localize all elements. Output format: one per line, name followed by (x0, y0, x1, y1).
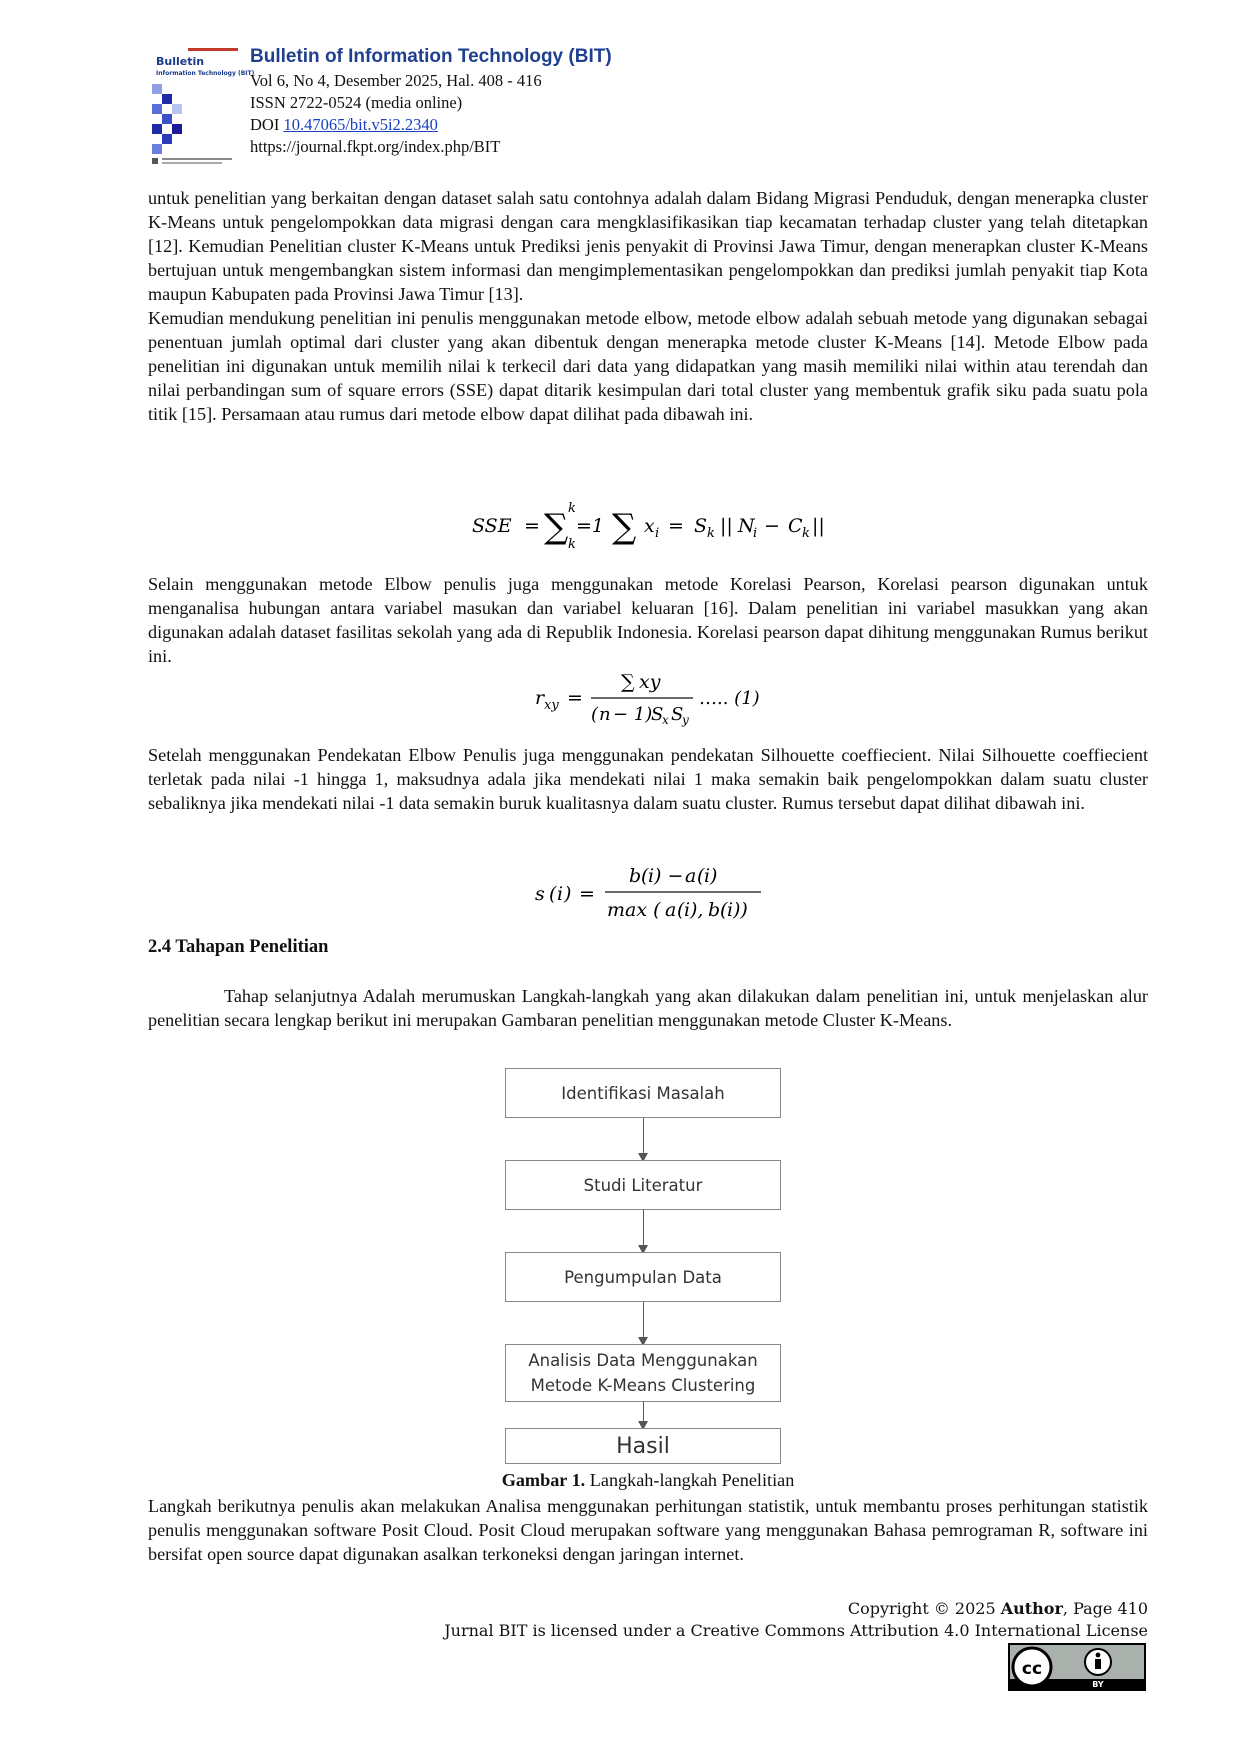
svg-text:a: a (665, 899, 677, 921)
journal-logo (148, 44, 255, 170)
pearson-equation (535, 664, 775, 726)
svg-text:): ) (564, 883, 572, 905)
paragraph: Selain menggunakan metode Elbow penulis juga menggunakan metode Korelasi Pearson, Korelasi pearson digunakan untuk menganalisa hubungan antara variabel masukan dan variabel keluaran [16]. Dalam penelitian ini variabel masukkan yang akan digunakan adalah dataset fasilitas sekolah yang ada di Republik Indonesia. Korelasi pearson dapat dihitung menggunakan Rumus berikut ini. (148, 574, 1148, 666)
body-text-block-4 (148, 984, 1148, 1032)
svg-text:xy: xy (639, 671, 661, 693)
svg-text:s: s (535, 883, 545, 905)
svg-text:)): )) (733, 899, 748, 921)
svg-text:y: y (682, 713, 689, 727)
svg-text:k: k (568, 501, 576, 516)
body-text-block-2 (148, 572, 1148, 668)
volume-line: Vol 6, No 4, Desember 2025, Hal. 408 - 416 (250, 71, 542, 90)
svg-text:xy: xy (544, 698, 559, 713)
flow-step-3: Pengumpulan Data (505, 1252, 781, 1302)
cc-icon: cc (1021, 1659, 1043, 1679)
caption-text: Langkah-langkah Penelitian (585, 1470, 795, 1490)
copyright-prefix: Copyright © 2025 (847, 1599, 1001, 1618)
svg-text:k: k (707, 526, 715, 541)
svg-text:∑: ∑ (612, 507, 637, 547)
svg-text:k: k (802, 526, 810, 541)
by-label: BY (1092, 1680, 1104, 1689)
svg-text:=: = (579, 883, 595, 905)
journal-header (148, 44, 1148, 172)
svg-text:=: = (567, 687, 583, 709)
svg-text:a: a (685, 865, 697, 887)
svg-text:−: − (764, 515, 780, 537)
doi-line (250, 114, 612, 136)
svg-text:Bulletin: Bulletin (156, 55, 205, 68)
page-number: , Page 410 (1062, 1599, 1148, 1618)
svg-text:i: i (753, 526, 758, 541)
svg-text:i: i (557, 883, 564, 905)
license-line[interactable]: Jurnal BIT is licensed under a Creative Commons Attribution 4.0 International License (444, 1621, 1148, 1640)
paragraph: untuk penelitian yang berkaitan dengan dataset salah satu contohnya adalah dalam Bidang Migrasi Penduduk, dengan menerapka cluster K-Means untuk pengelompokkan data migrasi dengan cara mengklasifikasikan tiap kecamatan terhadap cluster yang telah ditetapkan [12]. Kemudian Penelitian cluster K-Means untuk Prediksi jenis penyakit di Provinsi Jawa Timur, dengan menerapkan cluster K-Means bertujuan untuk mengembangkan sistem informasi dan mengimplementasikan pengelompokkan dan prediksi jumlah penyakit tiap Kota maupun Kabupaten pada Provinsi Jawa Timur [13]. (148, 188, 1148, 304)
paragraph: Setelah menggunakan Pendekatan Elbow Penulis juga menggunakan pendekatan Silhouette coeffiecient. Nilai Silhouette coeffiecient terletak pada nilai -1 hingga 1, maksudnya adala jika mendekati nilai 1 maka semakin baik pengelompokkan dalam suatu cluster sebaliknya jika mendekati nilai -1 data semakin buruk kualitasnya dalam suatu cluster. Rumus tersebut dapat dilihat dibawah ini. (148, 745, 1148, 813)
flow-arrow (643, 1210, 644, 1252)
svg-text:max (: max ( (607, 899, 661, 921)
section-heading: 2.4 Tahapan Penelitian (148, 937, 329, 957)
svg-text:(: ( (641, 865, 649, 887)
svg-text:),: ), (690, 899, 704, 921)
svg-text:=: = (668, 515, 684, 537)
svg-text:b: b (629, 865, 642, 887)
flow-step-5: Hasil (505, 1428, 781, 1464)
svg-text:x: x (662, 713, 669, 727)
copyright-author: Author (1000, 1599, 1063, 1618)
svg-text:S: S (694, 515, 708, 537)
svg-text:x: x (644, 515, 655, 537)
svg-text:i: i (727, 899, 734, 921)
svg-text:SSE: SSE (472, 515, 512, 537)
body-text-block-3 (148, 743, 1148, 815)
svg-text:): ) (710, 865, 718, 887)
svg-text:i: i (655, 526, 660, 541)
body-text-block-1 (148, 186, 1148, 426)
svg-text:(: ( (720, 899, 728, 921)
svg-text:n: n (599, 704, 611, 725)
issn-line: ISSN 2722-0524 (media online) (250, 93, 463, 112)
svg-text:(: ( (549, 883, 557, 905)
svg-text:− 1): − 1) (613, 704, 653, 725)
body-text-block-5 (148, 1494, 1148, 1566)
svg-text:S: S (651, 704, 664, 725)
svg-text:) −: ) − (654, 865, 684, 887)
sse-equation (472, 498, 832, 552)
svg-text:=1: =1 (576, 515, 605, 537)
flow-arrow (643, 1118, 644, 1160)
svg-text:=: = (524, 515, 540, 537)
flow-step-2: Studi Literatur (505, 1160, 781, 1210)
journal-title: Bulletin of Information Technology (BIT) (250, 46, 612, 67)
cc-by-license-badge[interactable] (1008, 1643, 1146, 1691)
doi-prefix: DOI (250, 115, 284, 134)
svg-text:i: i (684, 899, 691, 921)
silhouette-equation (535, 860, 775, 926)
copyright-line (444, 1598, 1148, 1620)
flow-arrow (643, 1402, 644, 1428)
figure-caption (148, 1470, 1148, 1491)
caption-label: Gambar 1. (501, 1470, 586, 1490)
paragraph: Kemudian mendukung penelitian ini penulis menggunakan metode elbow, metode elbow adalah sebuah metode yang digunakan sebagai penentuan jumlah optimal dari cluster yang akan dibentuk dengan menerapka metode cluster K-Means [14]. Metode Elbow pada penelitian ini digunakan untuk memilih nilai k terkecil dari data yang didapatkan yang masih memiliki nilai within atau terendah dan nilai perbandingan sum of square errors (SSE) dapat ditarik kesimpulan dari total cluster yang membentuk grafik siku pada suatu pola titik [15]. Persamaan atau rumus dari metode elbow dapat dilihat pada dibawah ini. (148, 308, 1148, 424)
svg-text:b: b (708, 899, 721, 921)
svg-text:(: ( (677, 899, 685, 921)
svg-text:(: ( (591, 704, 599, 725)
svg-text:Information Technology (BIT): Information Technology (BIT) (156, 70, 255, 77)
flow-arrow (643, 1302, 644, 1344)
journal-info (250, 44, 612, 158)
url-line: https://journal.fkpt.org/index.php/BIT (250, 137, 501, 156)
doi-link[interactable]: 10.47065/bit.v5i2.2340 (283, 115, 438, 134)
svg-text:i: i (648, 865, 655, 887)
svg-text:C: C (788, 515, 803, 537)
svg-text:||: || (720, 515, 733, 537)
svg-text:N: N (738, 515, 755, 537)
paragraph: Tahap selanjutnya Adalah merumuskan Langkah-langkah yang akan dilakukan dalam penelitian ini, untuk menjelaskan alur penelitian secara lengkap berikut ini merupakan Gambaran penelitian menggunakan metode Cluster K-Means. (148, 986, 1148, 1030)
svg-text:k: k (568, 537, 576, 552)
svg-text:||: || (812, 515, 825, 537)
svg-text:S: S (671, 704, 684, 725)
paragraph: Langkah berikutnya penulis akan melakukan Analisa menggunakan perhitungan statistik, untuk membantu proses perhitungan statistik penulis menggunakan software Posit Cloud. Posit Cloud merupakan software yang menggunakan Bahasa pemrograman R, software ini bersifat open source dapat digunakan asalkan terkoneksi dengan jaringan internet. (148, 1496, 1148, 1564)
svg-text:….. (1): ….. (1) (699, 688, 760, 709)
svg-text:∑: ∑ (544, 507, 569, 547)
flow-step-4: Analisis Data Menggunakan Metode K-Means Clustering (505, 1344, 781, 1402)
svg-text:r: r (535, 687, 545, 709)
svg-text:(: ( (697, 865, 705, 887)
svg-text:∑: ∑ (621, 671, 635, 693)
flow-step-1: Identifikasi Masalah (505, 1068, 781, 1118)
svg-text:i: i (704, 865, 711, 887)
page-footer (444, 1598, 1148, 1642)
